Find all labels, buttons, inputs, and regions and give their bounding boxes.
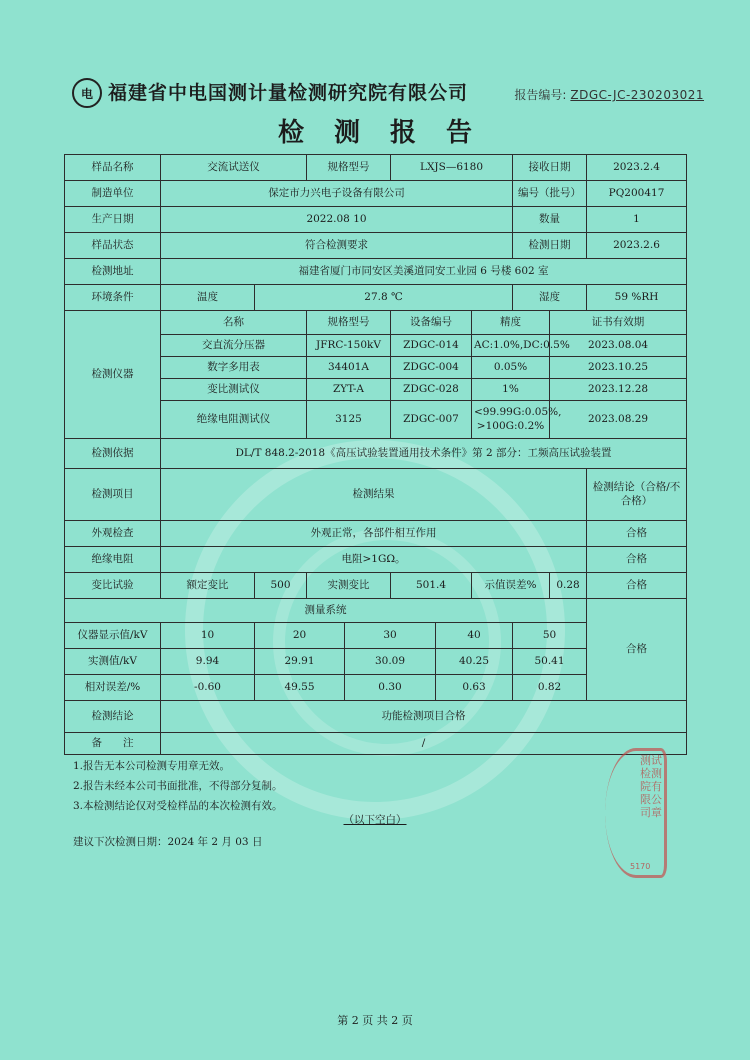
humidity-value: 59 %RH [587, 285, 687, 311]
row-remark [65, 733, 687, 755]
report-table [64, 154, 687, 755]
report-number [514, 86, 704, 103]
row-prod-date [65, 207, 687, 233]
test-date-value: 2023.2.6 [587, 233, 687, 259]
qty-label: 数量 [513, 207, 587, 233]
measured-value: 30.09 [345, 649, 436, 675]
seal-stamp-text: 测试检测院有限公司章 [640, 754, 662, 819]
visual-value: 外观正常，各部件相互作用 [161, 521, 587, 547]
company-logo-icon [72, 78, 102, 108]
measured-label: 实测值/kV [65, 649, 161, 675]
next-test-date: 建议下次检测日期：2024 年 2 月 03 日 [73, 836, 263, 848]
instrument-accuracy [472, 401, 562, 439]
instrument-name: 交直流分压器 [161, 335, 307, 357]
instrument-name: 绝缘电阻测试仪 [161, 401, 307, 439]
result-label: 检测结果 [161, 469, 587, 521]
row-basis [65, 439, 687, 469]
instrument-id: ZDGC-028 [391, 379, 472, 401]
rated-ratio-value: 500 [255, 573, 307, 599]
report-title: 检测报告 [277, 118, 502, 148]
basis-value: DL/T 848.2-2018《高压试验装置通用技术条件》第 2 部分：工频高压试验装置 [161, 439, 687, 469]
sample-name-value: 交流试送仪 [161, 155, 307, 181]
temp-label: 温度 [161, 285, 255, 311]
seal-stamp-number: 5170 [630, 862, 651, 871]
env-label: 环境条件 [65, 285, 161, 311]
insulation-label: 绝缘电阻 [65, 547, 161, 573]
blank-below-mark: （以下空白） [343, 814, 407, 826]
company-name: 福建省中电国测计量检测研究院有限公司 [108, 82, 469, 104]
instrument-id: ZDGC-007 [391, 401, 472, 439]
instrument-valid: 2023.08.04 [550, 335, 687, 357]
prod-date-value: 2022.08 10 [161, 207, 513, 233]
humidity-label: 湿度 [513, 285, 587, 311]
remark-label: 备 注 [65, 733, 161, 755]
instruments-col-valid: 证书有效期 [550, 311, 687, 335]
measured-value: 29.91 [255, 649, 345, 675]
page-footer: 第 2 页 共 2 页 [337, 1014, 413, 1027]
report-header [64, 74, 704, 110]
instruments-col-model: 规格型号 [307, 311, 391, 335]
visual-conclusion: 合格 [587, 521, 687, 547]
measured-ratio-label: 实测变比 [307, 573, 391, 599]
instrument-accuracy-line1: <99.99G:0.05%, [474, 406, 562, 419]
measured-value: 9.94 [161, 649, 255, 675]
final-label: 检测结论 [65, 701, 161, 733]
instrument-valid: 2023.08.29 [550, 401, 687, 439]
model-value: LXJS—6180 [391, 155, 513, 181]
instruments-col-accuracy: 精度 [472, 311, 550, 335]
test-date-label: 检测日期 [513, 233, 587, 259]
temp-value: 27.8 ℃ [255, 285, 513, 311]
measured-value: 50.41 [513, 649, 587, 675]
row-ratio [65, 573, 687, 599]
note-item: 1.报告无本公司检测专用章无效。 [73, 760, 231, 772]
note-item: 2.报告未经本公司书面批准，不得部分复制。 [73, 780, 283, 792]
final-value: 功能检测项目合格 [161, 701, 687, 733]
row-environment [65, 285, 687, 311]
instruments-col-id: 设备编号 [391, 311, 472, 335]
instruments-col-name: 名称 [161, 311, 307, 335]
rel-error-label: 相对误差/% [65, 675, 161, 701]
instrument-model: ZYT-A [307, 379, 391, 401]
display-label: 仪器显示值/kV [65, 623, 161, 649]
report-number-label: 报告编号: [514, 88, 567, 102]
rel-error-value: 0.82 [513, 675, 587, 701]
qty-value: 1 [587, 207, 687, 233]
measured-ratio-value: 501.4 [391, 573, 472, 599]
instruments-label: 检测仪器 [65, 311, 161, 439]
instrument-valid: 2023.12.28 [550, 379, 687, 401]
error-value: 0.28 [550, 573, 587, 599]
status-label: 样品状态 [65, 233, 161, 259]
prod-date-label: 生产日期 [65, 207, 161, 233]
results-header-row [65, 469, 687, 521]
address-value: 福建省厦门市同安区美溪道同安工业园 6 号楼 602 室 [161, 259, 687, 285]
visual-label: 外观检查 [65, 521, 161, 547]
instrument-valid: 2023.10.25 [550, 357, 687, 379]
instrument-accuracy: AC:1.0%,DC:0.5% [472, 335, 550, 357]
rel-error-value: -0.60 [161, 675, 255, 701]
row-sample-name [65, 155, 687, 181]
row-visual [65, 521, 687, 547]
display-value: 50 [513, 623, 587, 649]
instrument-accuracy-line2: >100G:0.2% [476, 419, 545, 432]
logo-glyph: 电 [80, 86, 93, 101]
row-status [65, 233, 687, 259]
conclusion-label: 检测结论（合格/不合格） [587, 469, 687, 521]
note-item: 3.本检测结论仅对受检样品的本次检测有效。 [73, 800, 283, 812]
row-maker [65, 181, 687, 207]
item-label: 检测项目 [65, 469, 161, 521]
error-label: 示值误差% [472, 573, 550, 599]
receive-date-value: 2023.2.4 [587, 155, 687, 181]
rel-error-value: 0.63 [436, 675, 513, 701]
remark-value: / [161, 733, 687, 755]
sample-name-label: 样品名称 [65, 155, 161, 181]
instrument-id: ZDGC-014 [391, 335, 472, 357]
instrument-accuracy: 1% [472, 379, 550, 401]
address-label: 检测地址 [65, 259, 161, 285]
ratio-label: 变比试验 [65, 573, 161, 599]
instrument-id: ZDGC-004 [391, 357, 472, 379]
instrument-name: 变比测试仪 [161, 379, 307, 401]
report-number-value: ZDGC-JC-230203021 [570, 88, 704, 102]
instrument-model: JFRC-150kV [307, 335, 391, 357]
rated-ratio-label: 额定变比 [161, 573, 255, 599]
notes [73, 756, 283, 816]
system-conclusion: 合格 [587, 599, 687, 701]
instrument-model: 3125 [307, 401, 391, 439]
model-label: 规格型号 [307, 155, 391, 181]
serial-label: 编号（批号） [513, 181, 587, 207]
display-value: 20 [255, 623, 345, 649]
display-value: 10 [161, 623, 255, 649]
display-value: 30 [345, 623, 436, 649]
insulation-value: 电阻>1GΩ。 [161, 547, 587, 573]
basis-label: 检测依据 [65, 439, 161, 469]
row-insulation [65, 547, 687, 573]
insulation-conclusion: 合格 [587, 547, 687, 573]
measured-value: 40.25 [436, 649, 513, 675]
row-system [65, 599, 687, 623]
display-value: 40 [436, 623, 513, 649]
status-value: 符合检测要求 [161, 233, 513, 259]
instruments-header-row [65, 311, 687, 335]
row-address [65, 259, 687, 285]
serial-value: PQ200417 [587, 181, 687, 207]
rel-error-value: 0.30 [345, 675, 436, 701]
ratio-conclusion: 合格 [587, 573, 687, 599]
instrument-accuracy: 0.05% [472, 357, 550, 379]
instrument-model: 34401A [307, 357, 391, 379]
system-label: 测量系统 [65, 599, 587, 623]
receive-date-label: 接收日期 [513, 155, 587, 181]
maker-label: 制造单位 [65, 181, 161, 207]
rel-error-value: 49.55 [255, 675, 345, 701]
maker-value: 保定市力兴电子设备有限公司 [161, 181, 513, 207]
instrument-name: 数字多用表 [161, 357, 307, 379]
row-final-conclusion [65, 701, 687, 733]
